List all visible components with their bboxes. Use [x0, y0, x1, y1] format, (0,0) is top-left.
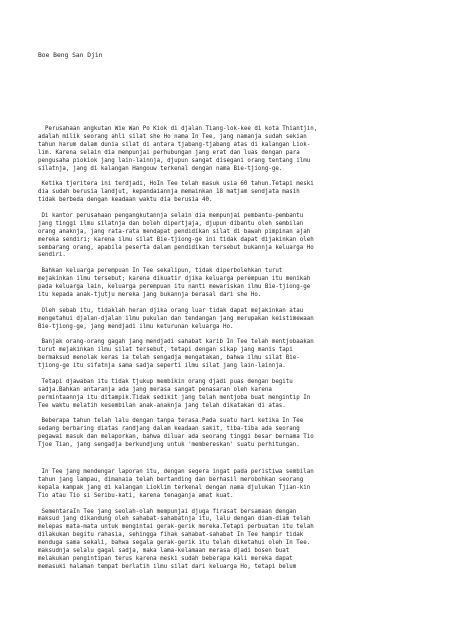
paragraph-6: Banjak orang-orang gagah jang mendjadi sahabat karib In Tee telah mentjobaakan turut mejakinkan ilmu silat tersebut, tetapi dengan sikap jang manis tapi bermaksud menolak keras ia telah sengadja mengatakan, bahwa ilmu silat Bie- tjiong-ge itu sifatnja sama sadja seperti ilmu silat jang lain-lainnja. — [38, 339, 314, 370]
paragraph-8: Beberapa tahun telah lalu dengan tanpa terasa.Pada suatu hari ketika In Tee sedang berbaring diatas randjang dalam keadaan sakit, tiba-tiba ada seorang pegawai masuk dan melaporkan, bahwa diluar ada seorang tinggi besar bernama Tio Tjoe Tian, jang sengadja berkundjung untuk 'membereskan' suatu perhitungan. — [38, 418, 314, 449]
paragraph-7: Tetapi djawaban itu tidak tjukup membikin orang djadi puas dengan begitu sadja.Bahkan antaranja ada jang merasa sangat penasaran oleh karena permintaannja itu ditampik.Tidak sedikit jang telah mentjoba buat mengintip In Tee waktu melatih kesembilan anak-anaknja jang telah dikatakan di atas. — [38, 378, 311, 409]
document-title: Boe Beng San Djin — [38, 52, 103, 59]
paragraph-1: Perusahaan angkutan Wie Wan Po Kiok di djalan Tiang-lok-kee di kota Thiantjin, adalah milik seorang ahli silat she Ho nama In Tee, jang namanja sudah sekian tahun harum dalam dunia silat di antara tjabang-tjabang atas di kalangan Liok- lim. Karena selain dia mempunjai perhubungan jang erat dan luas dengan para pengusaha piokiok jang lain-lainnja, djupun sangat disegani orang tentang ilmu silatnja, jang di kalangan Hangouw terkenal dengan nama Bie-tjiong-ge. — [38, 126, 318, 172]
paragraph-3: Di kantor perusahaan pengangkutannja selain dia mempunjai pembantu-pembantu jang tinggi ilmu silatnja dan boleh dipertjaja, djupun dibantu oleh sembilan orang anaknja, jang rata-rata mendapat pendidikan silat di bawah pimpinan ajah mereka sendiri; karena ilmu silat Bie-tjiong-ge ini tidak dapat dijakinkan oleh sembarang orang, apabila peserta dalam pendidikan tersebut bukannja keluarga Ho sendiri. — [38, 212, 314, 259]
paragraph-9: In Tee jang mendengar laporan itu, dengan segera ingat pada peristiwa sembilan tahun jang lampau, dimanaia telah bertanding dan berhasil merobohkan seorang kepala kampak jang di kalangan Lioklim terkenal dengan nama djulukan Tjian-kin Tio atau Tio si Seribu-kati, karena tenaganja amat kuat. — [38, 469, 314, 499]
paragraph-5: Oleh sebab itu, tidaklah heran djika orang luar tidak dapat mejakinkan atau mengetahui djalan-djalan ilmu pukulan dan tendangan jang merupakan keistimewaan Bie-tjiong-ge, jang mendjadi ilmu keturunan keluarga Ho. — [38, 307, 314, 330]
document-body — [38, 126, 423, 580]
paragraph-2: Ketika tjeritera ini terdjadi, HoIn Tee telah masuk usia 60 tahun.Tetapi meski dia sudah berusia landjut, kepandaiannja memainkan 18 matjam sendjata masih tidak berbeda dengan keadaan waktu dia berusia 40. — [38, 181, 314, 204]
paragraph-4: Bahkan keluarga perempuan In Tee sekalipun, tidak diperbolehkan turut mejakinkan ilmu tersebut; karena dikuatir djika keluarga perempuan itu menikah pada keluarga lain, keluarga perempuan itu nanti mewariskan ilmu Bie-tjiong-ge itu kepada anak-tjutju mereka jang bukannja berasal dari she Ho. — [38, 268, 311, 298]
paragraph-10: SementaraIn Tee jang seolah-olah mempunjai djuga firasat bersamaan dengan maksud jang dikandung oleh sahabat-sahabatnja itu, lalu dengan diam-diam telah melepas mata-mata untuk mengintai gerak-gerik mereka.Tetapi perbuatan itu telah dilakukan begitu rahasia, sehingga fihak sahabat-sahabat In Tee hampir tidak menduga sama sekali, bahwa segala gerak-gerik itu telah diketahui oleh In Tee. maksudnja selalu gagal sadja, maka lama-kelamaan merasa djadi bosen buat melakukan pengintipan terus karena meski sudah beberapa kali mereka dapat memasuki halaman tempat berlatih ilmu silat dari keluarga Ho, tetapi belum — [38, 508, 314, 570]
